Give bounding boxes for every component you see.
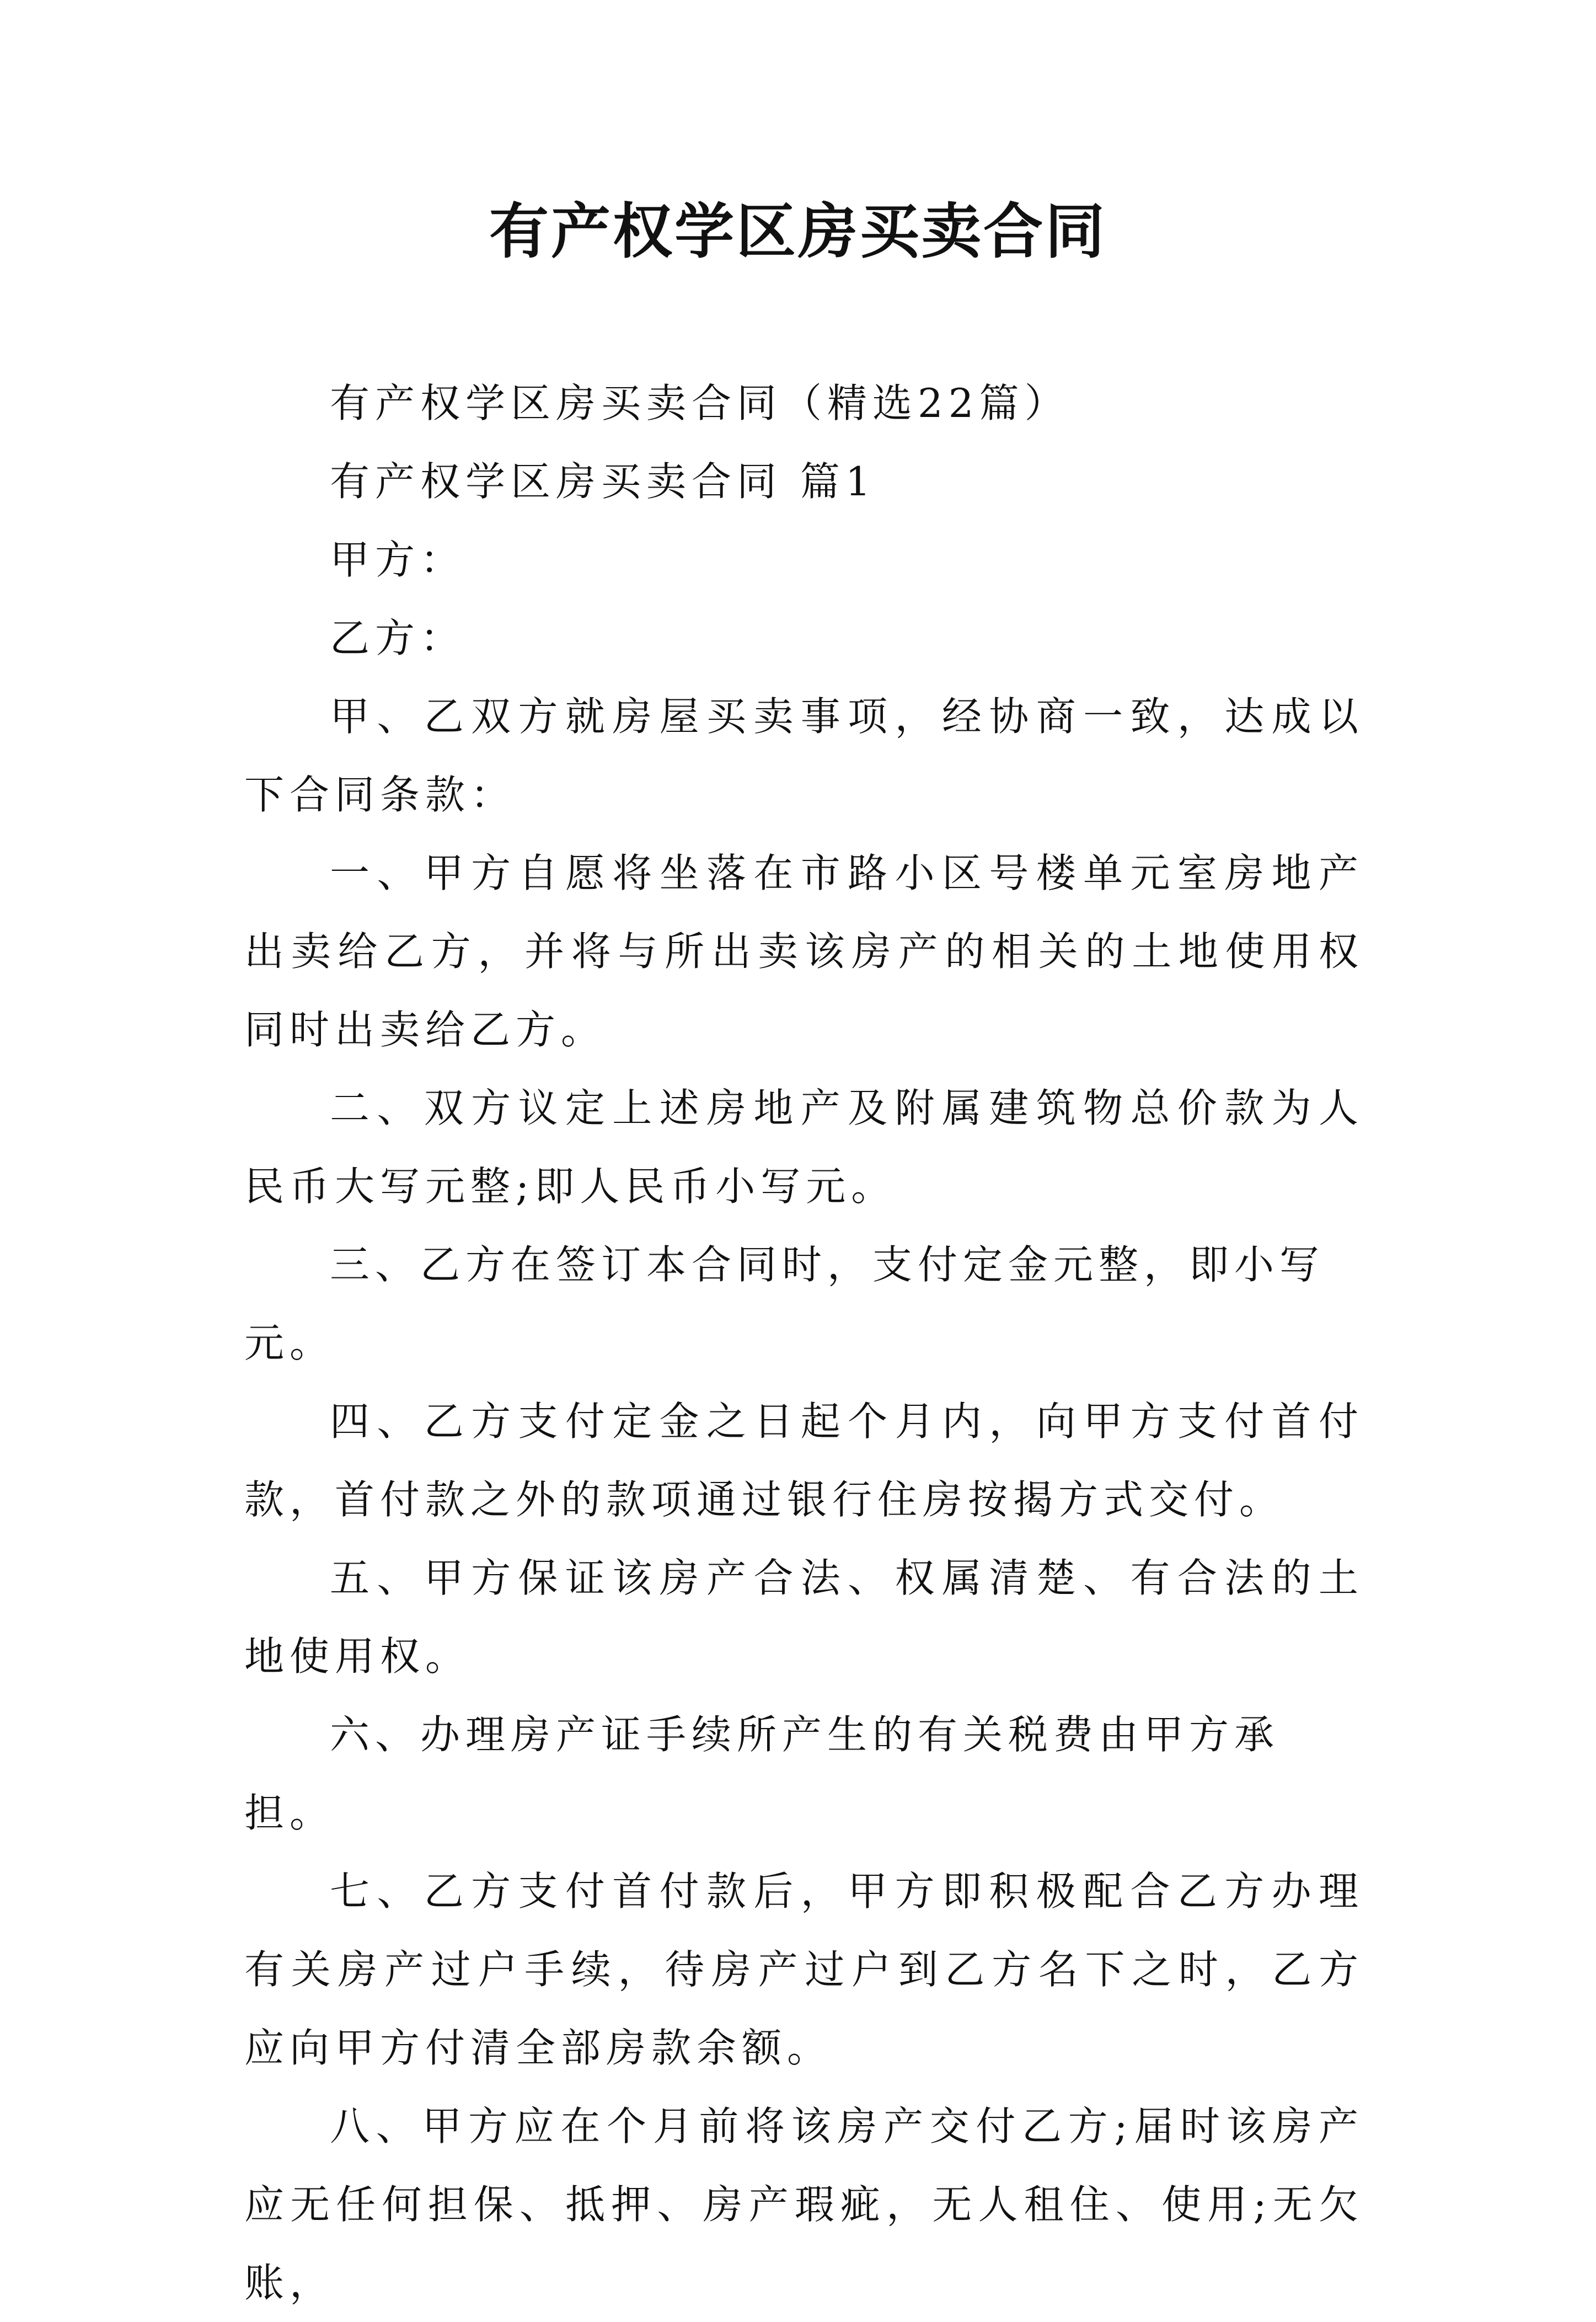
paragraph-clause-3: 三、乙方在签订本合同时，支付定金元整，即小写元。 bbox=[244, 1242, 1325, 1366]
paragraph-clause-2: 二、双方议定上述房地产及附属建筑物总价款为人民币大写元整;即人民币小写元。 bbox=[244, 1085, 1364, 1210]
paragraph-party-b: 乙方： bbox=[330, 615, 466, 661]
paragraph-subtitle: 有产权学区房买卖合同（精选22篇） bbox=[330, 380, 1070, 426]
paragraph-section-heading: 有产权学区房买卖合同 篇1 bbox=[330, 458, 876, 505]
document-title: 有产权学区房买卖合同 bbox=[489, 197, 1107, 266]
paragraph-preamble: 甲、乙双方就房屋买卖事项，经协商一致，达成以下合同条款： bbox=[244, 693, 1364, 818]
paragraph-clause-7: 七、乙方支付首付款后，甲方即积极配合乙方办理有关房产过户手续，待房产过户到乙方名下之时，乙方应向甲方付清全部房款余额。 bbox=[244, 1868, 1364, 2071]
paragraph-clause-8: 八、甲方应在个月前将该房产交付乙方;届时该房产应无任何担保、抵押、房产瑕疵，无人租住、使用;无欠账， bbox=[244, 2103, 1364, 2306]
document-body bbox=[244, 364, 1364, 2322]
paragraph-clause-1: 一、甲方自愿将坐落在市路小区号楼单元室房地产出卖给乙方，并将与所出卖该房产的相关的土地使用权同时出卖给乙方。 bbox=[244, 850, 1364, 1053]
paragraph-clause-4: 四、乙方支付定金之日起个月内，向甲方支付首付款，首付款之外的款项通过银行住房按揭方式交付。 bbox=[244, 1398, 1364, 1523]
paragraph-party-a: 甲方： bbox=[330, 537, 466, 583]
paragraph-clause-6: 六、办理房产证手续所产生的有关税费由甲方承担。 bbox=[244, 1711, 1280, 1836]
paragraph-clause-5: 五、甲方保证该房产合法、权属清楚、有合法的土地使用权。 bbox=[244, 1555, 1364, 1679]
